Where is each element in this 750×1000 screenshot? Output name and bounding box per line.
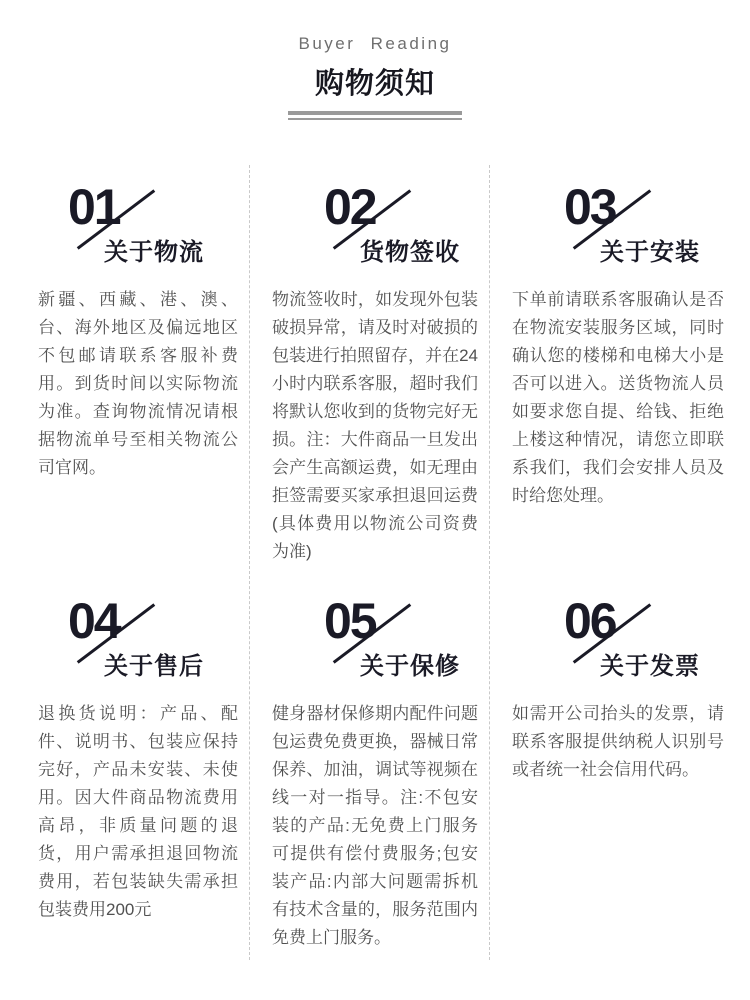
- section-receipt: [250, 180, 490, 566]
- section-body-text: 下单前请联系客服确认是否在物流安装服务区域，同时确认您的楼梯和电梯大小是否可以进入。送货物流人员如要求您自提、给钱、拒绝上楼这种情况，请您立即联系我们，我们会安排人员及时给您处理。: [512, 290, 724, 505]
- section-body-text: 如需开公司抬头的发票，请联系客服提供纳税人识别号或者统一社会信用代码。: [512, 704, 724, 779]
- section-body-text: 物流签收时，如发现外包装破损异常，请及时对破损的包装进行拍照留存，并在24小时内联系客服，超时我们将默认您收到的货物完好无损。注：大件商品一旦发出会产生高额运费，如无理由拒签需要买家承担退回运费(具体费用以物流公司资费为准): [272, 290, 478, 561]
- section-heading: [38, 179, 238, 266]
- section-logistics: [0, 180, 250, 566]
- section-number: 04: [68, 593, 120, 649]
- section-after-sales: [0, 594, 250, 952]
- section-heading: [512, 593, 724, 680]
- section-installation: [490, 180, 750, 566]
- section-number: 02: [324, 179, 376, 235]
- header-subtitle: Buyer Reading: [298, 34, 452, 53]
- section-body-text: 健身器材保修期内配件问题包运费免费更换，器械日常保养、加油，调试等视频在线一对一指导。注:不包安装的产品:无免费上门服务可提供有偿付费服务;包安装产品:内部大问题需拆机有技术含量的，服务范围内免费上门服务。: [272, 704, 478, 947]
- title-underline: [288, 111, 462, 120]
- section-warranty: [250, 594, 490, 952]
- section-number: 06: [564, 593, 616, 649]
- section-title: 关于安装: [600, 239, 700, 266]
- section-number: 03: [564, 179, 616, 235]
- dashed-divider-left: [249, 165, 250, 960]
- section-title: 关于发票: [600, 653, 700, 680]
- underline-thin-bar: [288, 118, 462, 120]
- dashed-divider-right: [489, 165, 490, 960]
- section-heading: [512, 179, 724, 266]
- section-body-text: 退换货说明：产品、配件、说明书、包装应保持完好，产品未安装、未使用。因大件商品物流费用高昂，非质量问题的退货，用户需承担退回物流费用，若包装缺失需承担包装费用200元: [38, 704, 238, 919]
- section-number: 01: [68, 179, 120, 235]
- section-heading: [38, 593, 238, 680]
- section-title: 关于保修: [360, 653, 460, 680]
- section-heading: [272, 179, 478, 266]
- page-title: 购物须知: [314, 68, 435, 100]
- section-number: 05: [324, 593, 376, 649]
- section-title: 货物签收: [360, 239, 460, 266]
- page-header: [0, 0, 750, 120]
- section-body-text: 新疆、西藏、港、澳、台、海外地区及偏远地区不包邮请联系客服补费用。到货时间以实际物流为准。查询物流情况请根据物流单号至相关物流公司官网。: [38, 290, 238, 477]
- section-invoice: [490, 594, 750, 952]
- underline-thick-bar: [288, 111, 462, 115]
- sections-grid: [0, 180, 750, 952]
- section-heading: [272, 593, 478, 680]
- section-title: 关于售后: [104, 653, 204, 680]
- section-title: 关于物流: [104, 239, 204, 266]
